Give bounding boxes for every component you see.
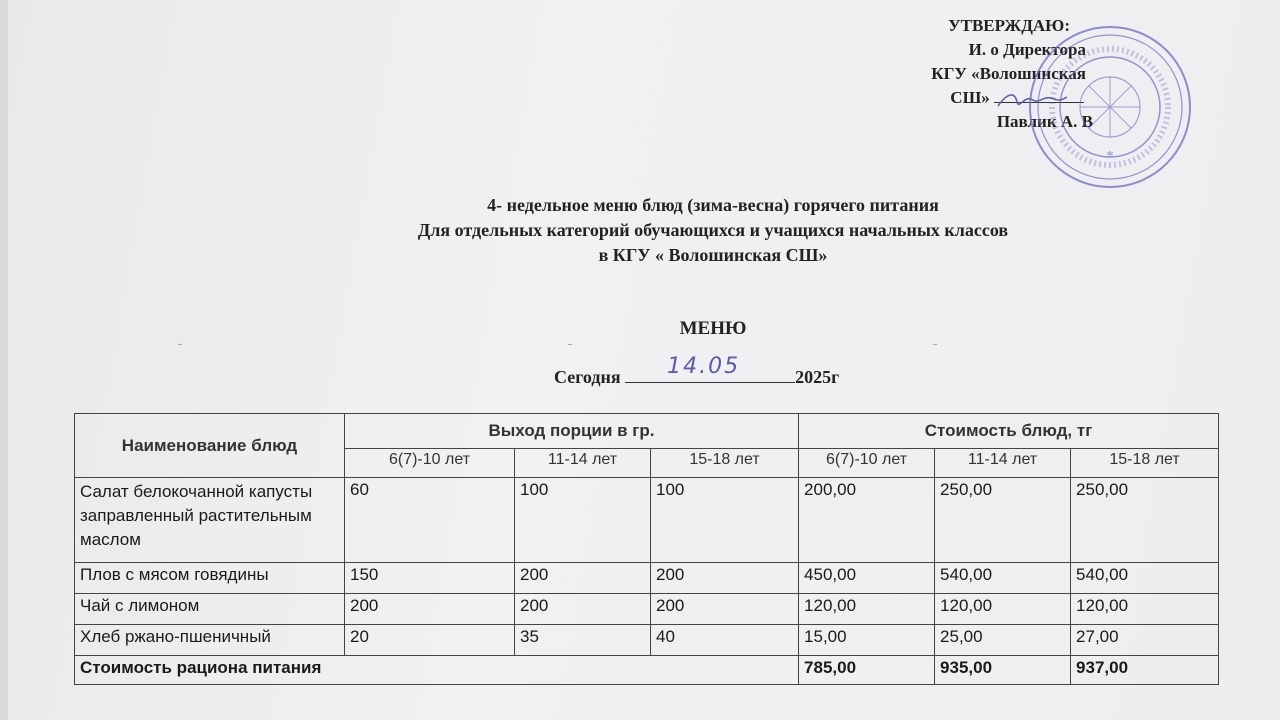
table-cell: 25,00 [935,625,1071,656]
svg-text:*: * [1106,149,1114,164]
table-cell: 100 [651,478,799,563]
approval-name: Павлик А. В [996,112,1093,131]
dot-mark: ¨ [178,340,182,354]
table-cell: 200 [651,563,799,594]
col-header-name: Наименование блюд [75,414,345,478]
approval-org-end: СШ» [868,86,1098,110]
total-label: Стоимость рациона питания [75,656,799,685]
table-cell: 100 [515,478,651,563]
dish-name: Салат белокочанной капусты заправленный растительным маслом [75,478,345,563]
table-cell: 40 [651,625,799,656]
table-cell: 35 [515,625,651,656]
table-cell: 200 [345,594,515,625]
age-header: 15-18 лет [1071,449,1219,478]
table-row [75,594,1219,625]
table-row [75,625,1219,656]
today-label: Сегодня [554,367,621,387]
approval-position: И. о Директора [968,40,1086,59]
dot-mark: ¨ [933,340,937,354]
table-cell: 200,00 [799,478,935,563]
age-header: 15-18 лет [651,449,799,478]
date-blank [625,354,795,383]
menu-table [74,413,1219,685]
age-header: 11-14 лет [935,449,1071,478]
dish-name: Чай с лимоном [75,594,345,625]
total-row [75,656,1219,685]
today-line [554,354,840,388]
age-header: 11-14 лет [515,449,651,478]
today-year: 2025г [795,367,840,387]
title-line-3: в КГУ « Волошинская СШ» [598,245,828,265]
age-header: 6(7)-10 лет [799,449,935,478]
dish-name: Хлеб ржано-пшеничный [75,625,345,656]
col-header-portion: Выход порции в гр. [345,414,799,449]
col-header-cost: Стоимость блюд, тг [799,414,1219,449]
table-cell: 540,00 [935,563,1071,594]
table-cell: 540,00 [1071,563,1219,594]
total-cell: 937,00 [1071,656,1219,685]
total-cell: 935,00 [935,656,1071,685]
table-cell: 250,00 [935,478,1071,563]
table-cell: 27,00 [1071,625,1219,656]
table-row [75,563,1219,594]
table-cell: 200 [651,594,799,625]
dish-name: Плов с мясом говядины [75,563,345,594]
approval-org: КГУ «Волошинская [931,64,1086,83]
table-cell: 120,00 [799,594,935,625]
table-cell: 150 [345,563,515,594]
total-cell: 785,00 [799,656,935,685]
document-page [8,0,1280,720]
menu-heading: МЕНЮ [679,318,747,339]
handwritten-date: 14.05 [667,354,741,379]
table-cell: 15,00 [799,625,935,656]
table-cell: 60 [345,478,515,563]
title-line-1: 4- недельное меню блюд (зима-весна) горячего питания [487,195,939,215]
table-cell: 120,00 [1071,594,1219,625]
table-cell: 120,00 [935,594,1071,625]
table-cell: 200 [515,563,651,594]
table-cell: 250,00 [1071,478,1219,563]
table-cell: 20 [345,625,515,656]
table-cell: 200 [515,594,651,625]
table-cell: 450,00 [799,563,935,594]
title-line-2: Для отдельных категорий обучающихся и учащихся начальных классов [417,220,1009,240]
approval-heading: УТВЕРЖДАЮ: [948,16,1070,35]
age-header: 6(7)-10 лет [345,449,515,478]
table-row [75,478,1219,563]
signature-scribble [993,88,1073,112]
dot-mark: ¨ [568,340,572,354]
